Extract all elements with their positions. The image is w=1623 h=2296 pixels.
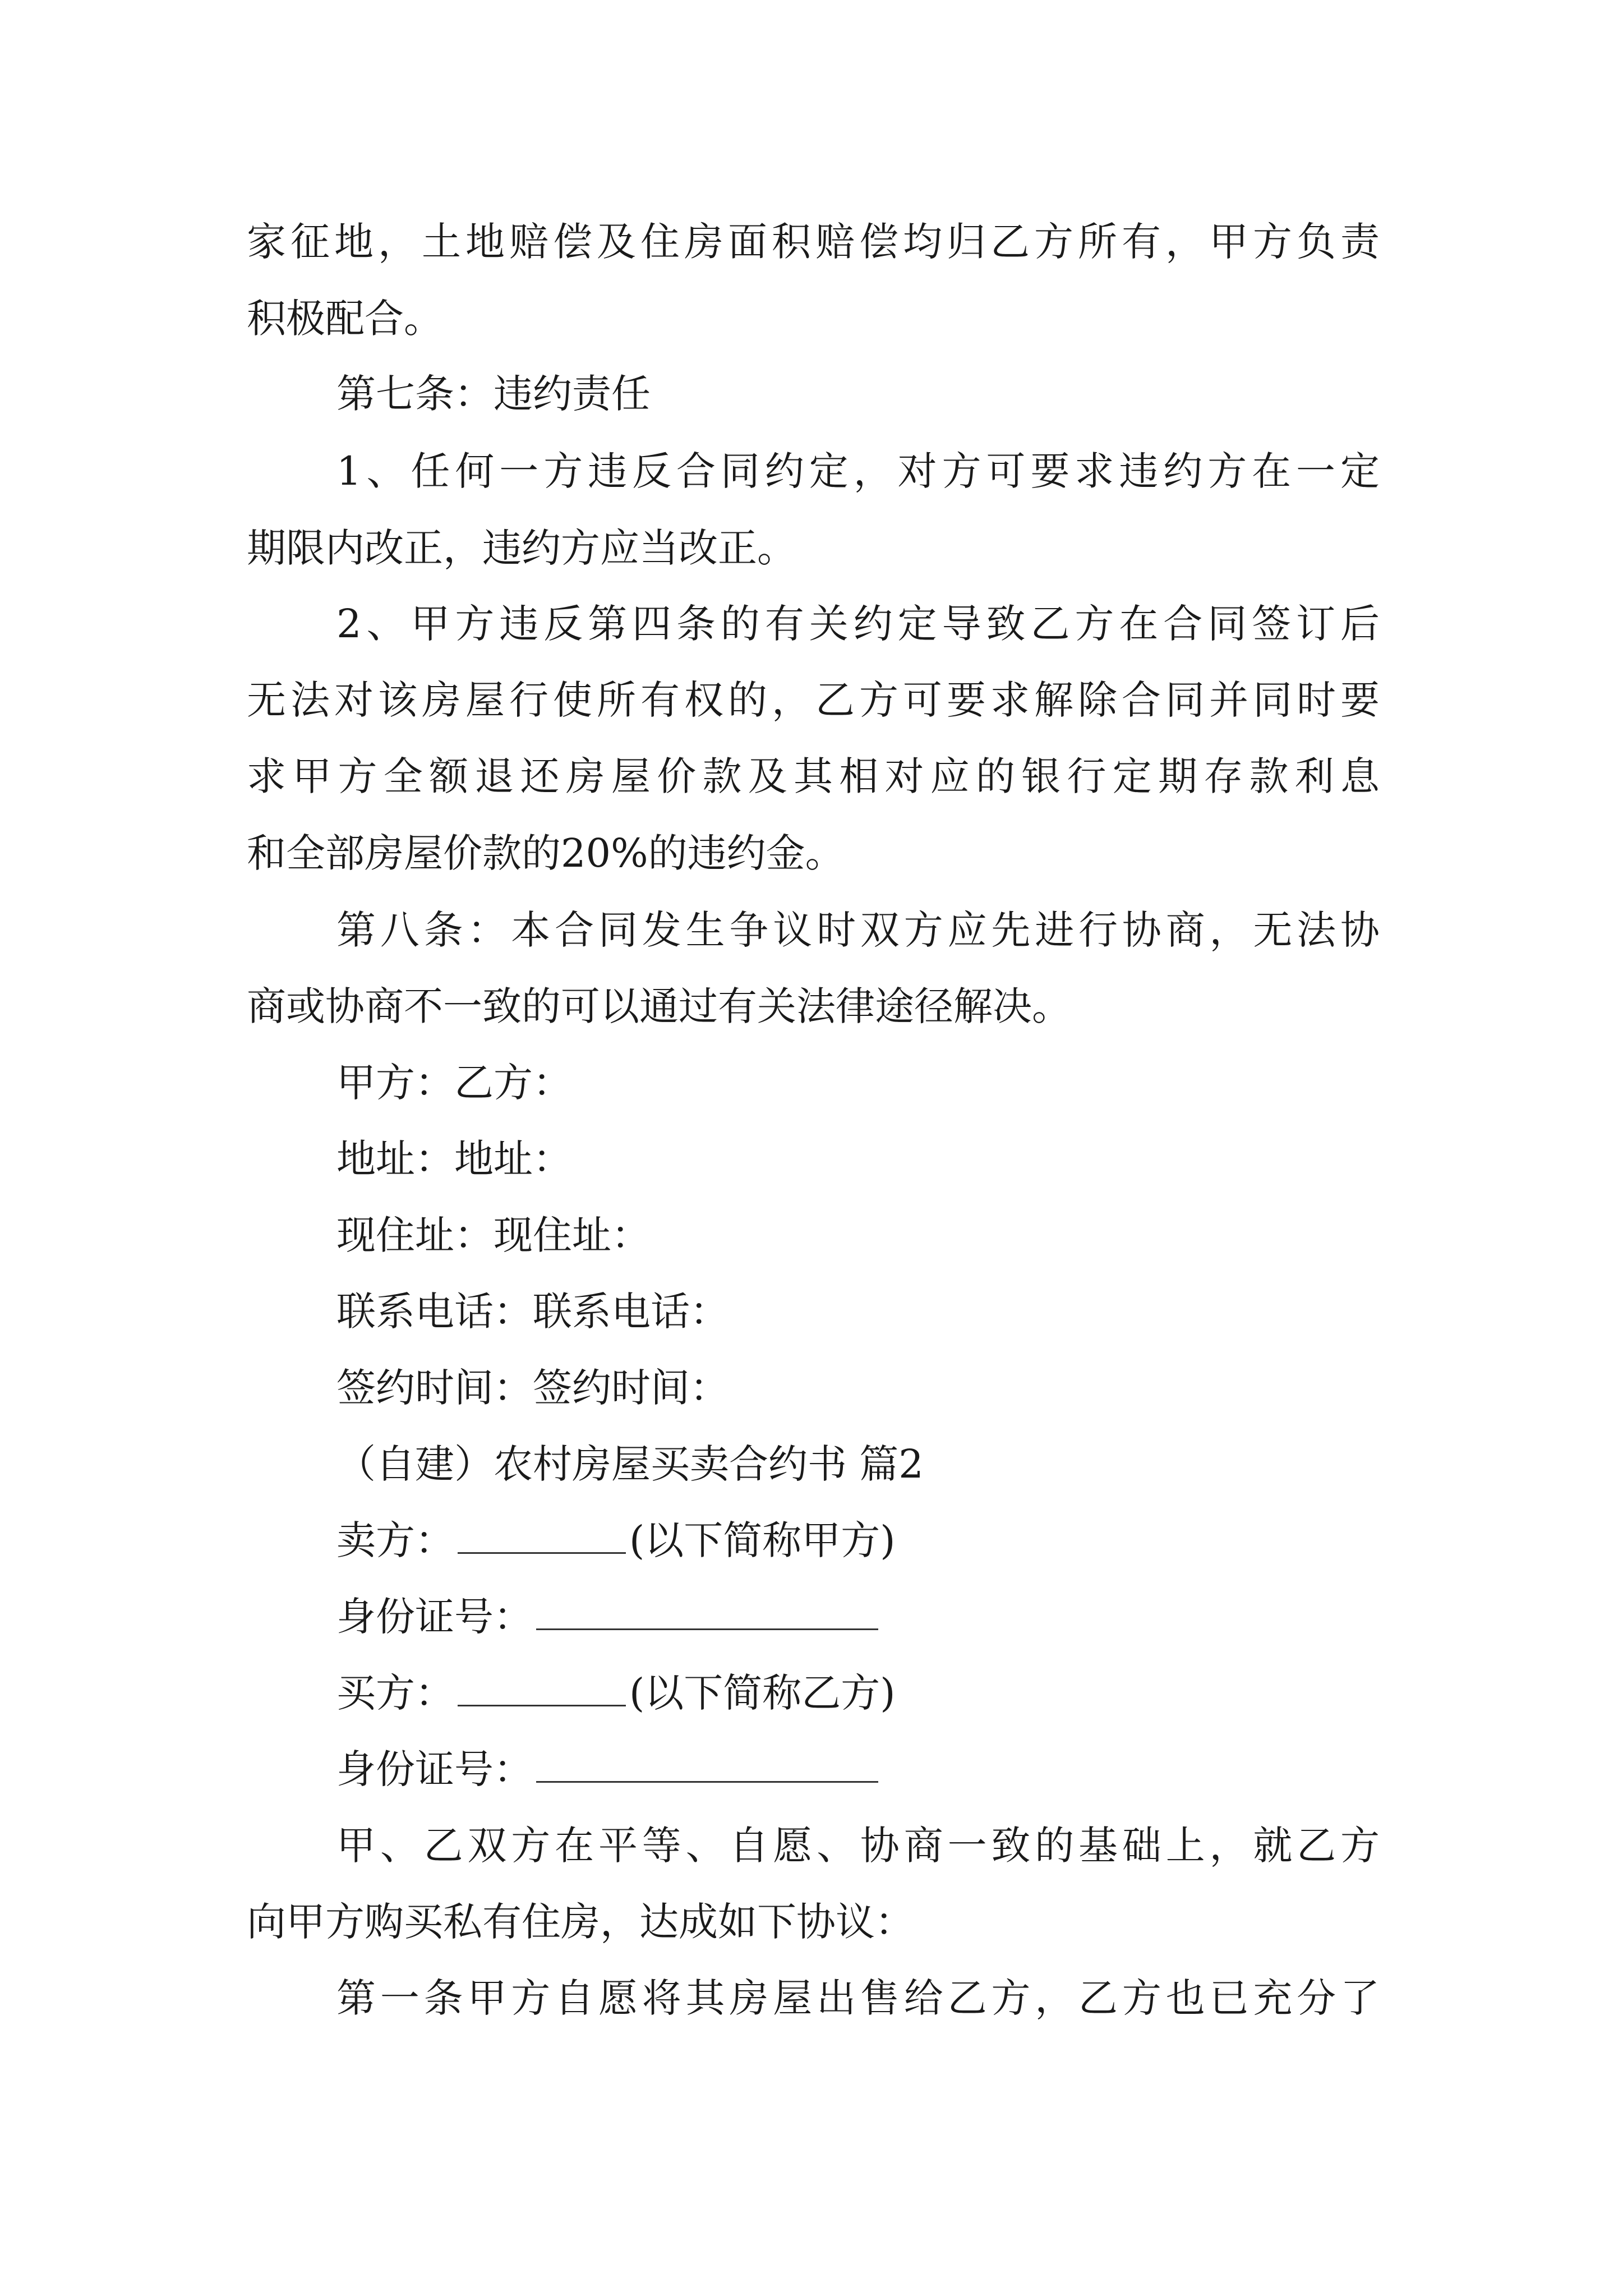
- paragraph-line: 和全部房屋价款的20%的违约金。: [247, 830, 845, 876]
- buyer-label: 买方：: [336, 1670, 454, 1716]
- paragraph-line: 无法对该房屋行使所有权的，乙方可要求解除合同并同时要: [247, 677, 1380, 723]
- paragraph-line: 向甲方购买私有住房，达成如下协议：: [247, 1899, 914, 1945]
- buyer-id-blank[interactable]: [536, 1744, 878, 1783]
- buyer-id-label: 身份证号：: [336, 1746, 533, 1792]
- seller-id-line: [336, 1589, 882, 1645]
- seller-id-blank[interactable]: [536, 1591, 878, 1630]
- buyer-blank[interactable]: [458, 1668, 626, 1706]
- signature-current-address-line: 现住址：现住址：: [336, 1212, 651, 1258]
- paragraph-line: 甲、乙双方在平等、自愿、协商一致的基础上，就乙方: [336, 1823, 1380, 1869]
- seller-id-label: 身份证号：: [336, 1594, 533, 1640]
- paragraph-line: 第一条甲方自愿将其房屋出售给乙方，乙方也已充分了: [336, 1975, 1380, 2021]
- signature-phone-line: 联系电话：联系电话：: [336, 1289, 729, 1335]
- paragraph-line: 第八条：本合同发生争议时双方应先进行协商，无法协: [336, 907, 1380, 953]
- seller-label: 卖方：: [336, 1517, 454, 1563]
- paragraph-line: 积极配合。: [247, 296, 443, 342]
- paragraph-line: 1、任何一方违反合同约定，对方可要求违约方在一定: [336, 448, 1380, 494]
- paragraph-line: 2、甲方违反第四条的有关约定导致乙方在合同签订后: [336, 601, 1380, 647]
- buyer-id-line: [336, 1741, 882, 1797]
- buyer-line: [336, 1665, 896, 1721]
- paragraph-line: 商或协商不一致的可以通过有关法律途径解决。: [247, 983, 1071, 1029]
- section-heading: 第七条：违约责任: [336, 371, 651, 417]
- paragraph-line: 家征地，土地赔偿及住房面积赔偿均归乙方所有，甲方负责: [247, 219, 1380, 265]
- contract-title: （自建）农村房屋买卖合约书 篇2: [336, 1441, 924, 1487]
- paragraph-line: 求甲方全额退还房屋价款及其相对应的银行定期存款利息: [247, 753, 1380, 799]
- signature-party-line: 甲方：乙方：: [336, 1060, 572, 1106]
- seller-suffix: (以下简称甲方): [629, 1517, 896, 1563]
- seller-blank[interactable]: [458, 1515, 626, 1554]
- paragraph-line: 期限内改正，违约方应当改正。: [247, 525, 796, 571]
- buyer-suffix: (以下简称乙方): [629, 1670, 896, 1716]
- signature-date-line: 签约时间：签约时间：: [336, 1365, 729, 1411]
- seller-line: [336, 1512, 896, 1568]
- signature-address-line: 地址：地址：: [336, 1136, 572, 1182]
